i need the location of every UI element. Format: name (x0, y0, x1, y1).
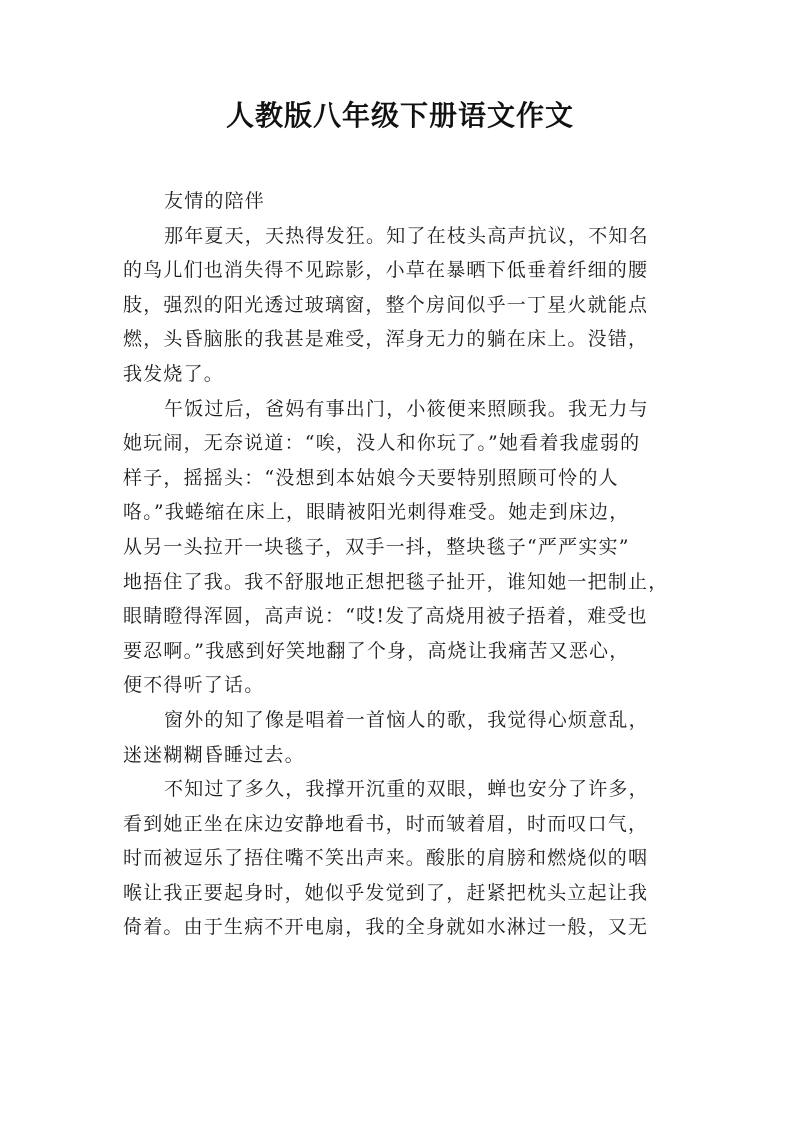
text-line: 那年夏天，天热得发狂。知了在枝头高声抗议，不知名 (164, 224, 649, 247)
text-line: 燃，头昏脑胀的我甚是难受，浑身无力的躺在床上。没错， (123, 328, 649, 351)
text-line: 午饭过后，爸妈有事出门，小筱便来照顾我。我无力与 (164, 397, 649, 420)
text-line: 肢，强烈的阳光透过玻璃窗，整个房间似乎一丁星火就能点 (123, 293, 649, 316)
essay-heading: 友情的陪伴 (164, 190, 266, 212)
text-line: 看到她正坐在床边安静地看书，时而皱着眉，时而叹口气， (123, 812, 649, 835)
text-line: 便不得听了话。 (123, 674, 265, 697)
text-line: 喉让我正要起身时，她似乎发觉到了，赶紧把枕头立起让我 (123, 881, 649, 904)
text-line: 眼睛瞪得浑圆，高声说：“哎!发了高烧用被子捂着，难受也 (123, 605, 648, 628)
text-line: 地捂住了我。我不舒服地正想把毯子扯开，谁知她一把制止， (123, 570, 669, 593)
text-line: 时而被逗乐了捂住嘴不笑出声来。酸胀的肩膀和燃烧似的咽 (123, 847, 649, 870)
essay-body (123, 184, 683, 945)
text-line: 我发烧了。 (123, 362, 225, 385)
text-line: 她玩闹，无奈说道：“唉，没人和你玩了。”她看着我虚弱的 (123, 432, 641, 455)
text-line: 窗外的知了像是唱着一首恼人的歌，我觉得心烦意乱， (164, 708, 649, 731)
text-line: 的鸟儿们也消失得不见踪影，小草在暴晒下低垂着纤细的腰 (123, 259, 649, 282)
document-title: 人教版八年级下册语文作文 (225, 99, 574, 132)
text-line: 要忍啊。”我感到好笑地翻了个身，高烧让我痛苦又恶心， (123, 639, 630, 662)
text-line: 咯。”我蜷缩在床上，眼睛被阳光刺得难受。她走到床边， (123, 501, 630, 524)
text-line: 不知过了多久，我撑开沉重的双眼，蝉也安分了许多， (164, 778, 649, 801)
text-line: 倚着。由于生病不开电扇，我的全身就如水淋过一般，又无 (123, 916, 649, 939)
text-line: 样子，摇摇头：“没想到本姑娘今天要特别照顾可怜的人 (123, 466, 619, 489)
text-line: 从另一头拉开一块毯子，双手一抖，整块毯子“严严实实” (123, 535, 630, 558)
text-line: 迷迷糊糊昏睡过去。 (123, 743, 305, 766)
